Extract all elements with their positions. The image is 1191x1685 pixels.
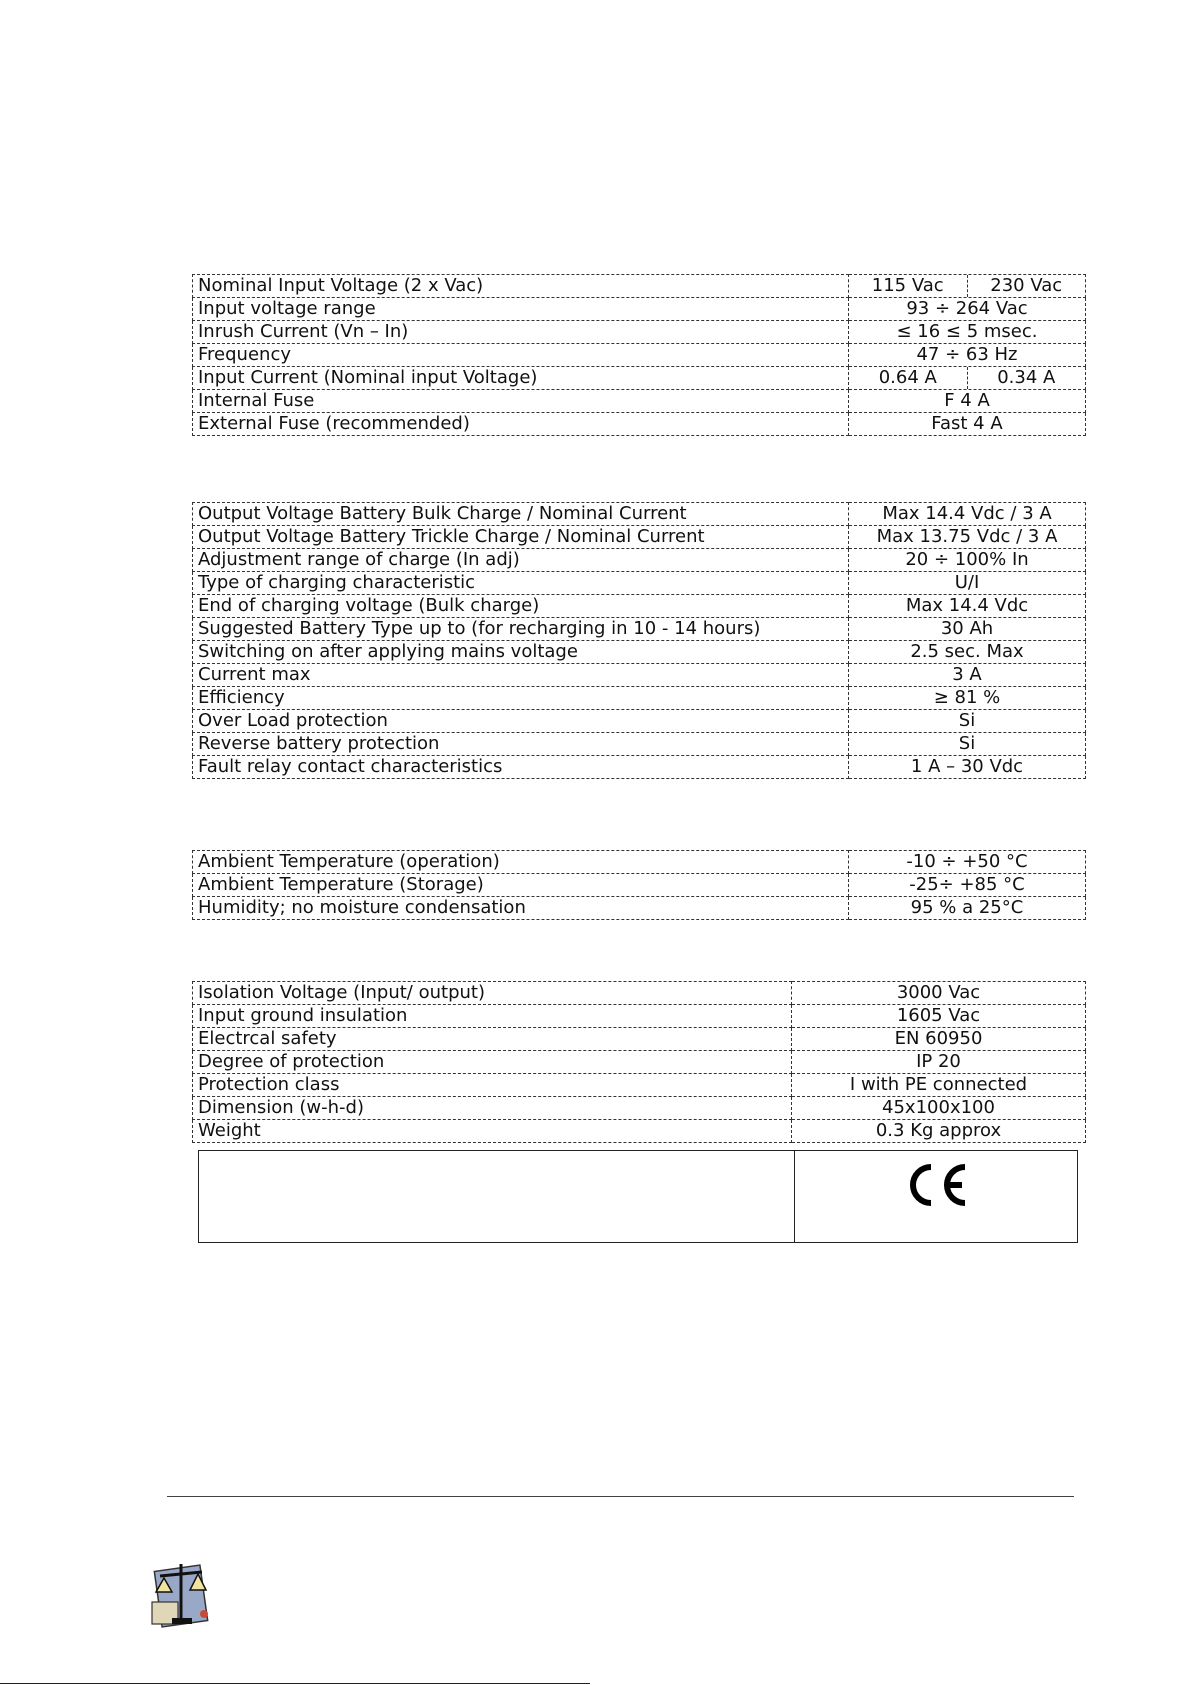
output-spec-row	[193, 503, 1086, 526]
environment-spec-row	[193, 897, 1086, 920]
footer-divider	[167, 1496, 1074, 1497]
environment-spec-label: Ambient Temperature (Storage)	[193, 874, 849, 897]
mechanical-spec-row	[193, 1097, 1086, 1120]
environment-spec-row	[193, 874, 1086, 897]
output-spec-value: Max 13.75 Vdc / 3 A	[849, 526, 1086, 549]
input-specs-body	[193, 275, 1086, 436]
ce-mark-icon	[904, 1161, 968, 1209]
output-spec-label: Current max	[193, 664, 849, 687]
mechanical-spec-value: 45x100x100	[792, 1097, 1086, 1120]
input-spec-row	[193, 275, 1086, 298]
certification-mark-cell	[795, 1151, 1077, 1242]
mechanical-spec-label: Degree of protection	[193, 1051, 792, 1074]
input-spec-label: Frequency	[193, 344, 849, 367]
output-spec-value: Si	[849, 733, 1086, 756]
input-spec-row	[193, 413, 1086, 436]
output-spec-row	[193, 595, 1086, 618]
output-spec-value: ≥ 81 %	[849, 687, 1086, 710]
mechanical-spec-label: Electrcal safety	[193, 1028, 792, 1051]
input-spec-row	[193, 298, 1086, 321]
input-spec-value: 0.64 A	[849, 367, 968, 389]
environment-spec-value: 95 % a 25°C	[849, 897, 1086, 920]
output-spec-row	[193, 572, 1086, 595]
input-spec-value: 230 Vac	[990, 275, 1063, 296]
mechanical-spec-row	[193, 1051, 1086, 1074]
input-spec-row	[193, 344, 1086, 367]
mechanical-spec-row	[193, 1120, 1086, 1143]
mechanical-spec-value: 0.3 Kg approx	[792, 1120, 1086, 1143]
output-spec-value: 2.5 sec. Max	[849, 641, 1086, 664]
mechanical-specs-body	[193, 982, 1086, 1143]
output-spec-row	[193, 549, 1086, 572]
output-spec-value: Si	[849, 710, 1086, 733]
output-spec-label: Over Load protection	[193, 710, 849, 733]
output-spec-label: Output Voltage Battery Trickle Charge / Nominal Current	[193, 526, 849, 549]
output-spec-value: 30 Ah	[849, 618, 1086, 641]
environment-specs-table	[192, 850, 1086, 920]
input-spec-label: Inrush Current (Vn – In)	[193, 321, 849, 344]
mechanical-spec-row	[193, 1005, 1086, 1028]
environment-spec-value: -10 ÷ +50 °C	[849, 851, 1086, 874]
input-spec-label: Input voltage range	[193, 298, 849, 321]
mechanical-spec-value: I with PE connected	[792, 1074, 1086, 1097]
output-spec-value: 1 A – 30 Vdc	[849, 756, 1086, 779]
mechanical-spec-value: IP 20	[792, 1051, 1086, 1074]
input-spec-value-pair	[849, 367, 1086, 390]
output-spec-label: End of charging voltage (Bulk charge)	[193, 595, 849, 618]
input-specs-table	[192, 274, 1086, 436]
output-spec-row	[193, 641, 1086, 664]
input-spec-label: External Fuse (recommended)	[193, 413, 849, 436]
environment-spec-label: Humidity; no moisture condensation	[193, 897, 849, 920]
input-spec-row	[193, 367, 1086, 390]
mechanical-spec-label: Isolation Voltage (Input/ output)	[193, 982, 792, 1005]
output-spec-row	[193, 664, 1086, 687]
output-spec-label: Switching on after applying mains voltage	[193, 641, 849, 664]
output-spec-row	[193, 710, 1086, 733]
output-spec-value: Max 14.4 Vdc	[849, 595, 1086, 618]
mechanical-spec-label: Weight	[193, 1120, 792, 1143]
mechanical-spec-row	[193, 1028, 1086, 1051]
output-spec-label: Fault relay contact characteristics	[193, 756, 849, 779]
output-spec-label: Type of charging characteristic	[193, 572, 849, 595]
input-spec-row	[193, 321, 1086, 344]
output-spec-row	[193, 687, 1086, 710]
input-spec-value: 47 ÷ 63 Hz	[849, 344, 1086, 367]
page-bottom-rule	[0, 1683, 590, 1684]
certification-box	[198, 1150, 1078, 1243]
output-spec-label: Efficiency	[193, 687, 849, 710]
output-spec-row	[193, 618, 1086, 641]
input-spec-value: F 4 A	[849, 390, 1086, 413]
mechanical-specs-table	[192, 981, 1086, 1143]
input-spec-value: Fast 4 A	[849, 413, 1086, 436]
input-spec-value: 93 ÷ 264 Vac	[849, 298, 1086, 321]
mechanical-spec-label: Protection class	[193, 1074, 792, 1097]
scales-of-justice-clipart-icon	[146, 1558, 216, 1630]
input-spec-row	[193, 390, 1086, 413]
output-spec-label: Output Voltage Battery Bulk Charge / Nominal Current	[193, 503, 849, 526]
output-spec-value: 20 ÷ 100% In	[849, 549, 1086, 572]
mechanical-spec-label: Input ground insulation	[193, 1005, 792, 1028]
mechanical-spec-value: EN 60950	[792, 1028, 1086, 1051]
environment-spec-label: Ambient Temperature (operation)	[193, 851, 849, 874]
company-logo	[146, 1558, 216, 1630]
output-specs-table	[192, 502, 1086, 779]
output-specs-body	[193, 503, 1086, 779]
input-spec-label: Input Current (Nominal input Voltage)	[193, 367, 849, 390]
input-spec-value-pair	[849, 275, 1086, 298]
input-spec-value: 115 Vac	[849, 275, 968, 297]
mechanical-spec-row	[193, 1074, 1086, 1097]
output-spec-row	[193, 526, 1086, 549]
input-spec-value: ≤ 16 ≤ 5 msec.	[849, 321, 1086, 344]
certification-blank-cell	[199, 1151, 795, 1242]
output-spec-value: Max 14.4 Vdc / 3 A	[849, 503, 1086, 526]
output-spec-label: Suggested Battery Type up to (for recharging in 10 - 14 hours)	[193, 618, 849, 641]
environment-spec-row	[193, 851, 1086, 874]
mechanical-spec-label: Dimension (w-h-d)	[193, 1097, 792, 1120]
environment-specs-body	[193, 851, 1086, 920]
mechanical-spec-value: 1605 Vac	[792, 1005, 1086, 1028]
mechanical-spec-row	[193, 982, 1086, 1005]
output-spec-row	[193, 733, 1086, 756]
output-spec-label: Adjustment range of charge (In adj)	[193, 549, 849, 572]
output-spec-value: U/I	[849, 572, 1086, 595]
output-spec-value: 3 A	[849, 664, 1086, 687]
output-spec-label: Reverse battery protection	[193, 733, 849, 756]
mechanical-spec-value: 3000 Vac	[792, 982, 1086, 1005]
output-spec-row	[193, 756, 1086, 779]
input-spec-label: Internal Fuse	[193, 390, 849, 413]
input-spec-value: 0.34 A	[997, 367, 1056, 388]
environment-spec-value: -25÷ +85 °C	[849, 874, 1086, 897]
input-spec-label: Nominal Input Voltage (2 x Vac)	[193, 275, 849, 298]
